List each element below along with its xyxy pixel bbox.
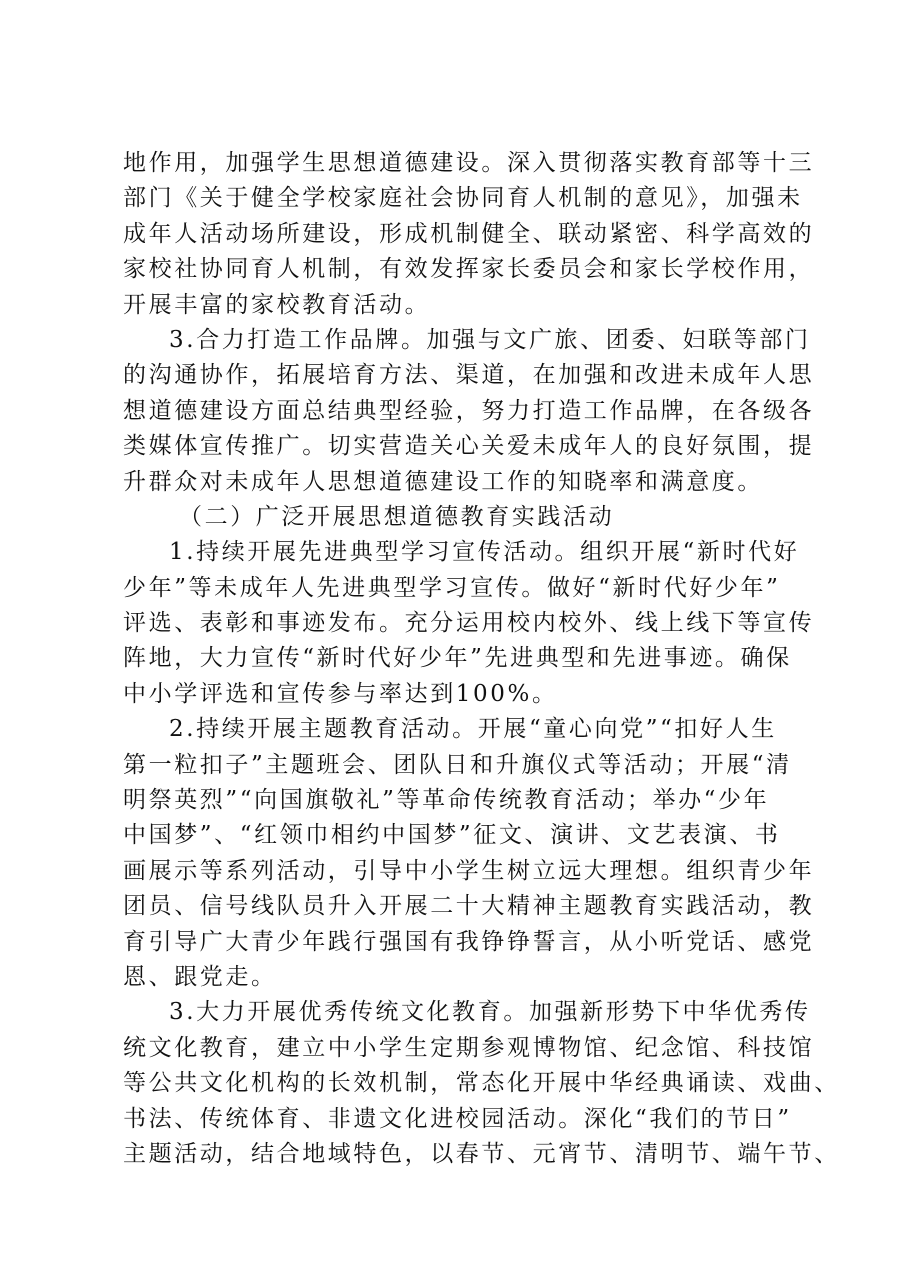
paragraph-line: 地作用，加强学生思想道德建设。深入贯彻落实教育部等十三 [123,150,815,176]
paragraph-line: 3.大力开展优秀传统文化教育。加强新形势下中华优秀传 [169,999,811,1026]
paragraph-line: 育引导广大青少年践行强国有我铮铮誓言，从小听党话、感党 [123,928,815,955]
paragraph-line: 书法、传统体育、非遗文化进校园活动。深化“我们的节日” [123,1105,792,1132]
paragraph-line: 类媒体宣传推广。切实营造关心关爱未成年人的良好氛围，提 [123,433,815,460]
paragraph-line: 等公共文化机构的长效机制，常态化开展中华经典诵读、戏曲、 [123,1070,840,1097]
paragraph-line: 评选、表彰和事迹发布。充分运用校内校外、线上线下等宣传 [123,610,815,637]
paragraph-line: 团员、信号线队员升入开展二十大精神主题教育实践活动，教 [123,893,815,920]
paragraph-line: 成年人活动场所建设，形成机制健全、联动紧密、科学高效的 [123,220,815,247]
paragraph-line: 部门《关于健全学校家庭社会协同育人机制的意见》，加强未 [123,185,803,212]
paragraph-line: 的沟通协作，拓展培育方法、渠道，在加强和改进未成年人思 [123,362,815,389]
section-heading: （二）广泛开展思想道德教育实践活动 [179,503,615,530]
paragraph-line: 1.持续开展先进典型学习宣传活动。组织开展“新时代好 [169,539,800,566]
paragraph-line: 主题活动，结合地域特色，以春节、元宵节、清明节、端午节、 [123,1140,840,1167]
paragraph-line: 恩、跟党走。 [123,963,277,990]
paragraph-line: 明祭英烈”“向国旗敬礼”等革命传统教育活动；举办“少年 [123,787,770,814]
paragraph-line: 阵地，大力宣传“新时代好少年”先进典型和先进事迹。确保 [123,645,792,672]
paragraph-line: 3.合力打造工作品牌。加强与文广旅、团委、妇联等部门 [169,326,811,353]
paragraph-line: 开展丰富的家校教育活动。 [123,291,431,318]
paragraph-line: 家校社协同育人机制，有效发挥家长委员会和家长学校作用， [123,256,815,283]
paragraph-line: 升群众对未成年人思想道德建设工作的知晓率和满意度。 [123,468,763,495]
document-body [123,146,840,1172]
paragraph-line: 画展示等系列活动，引导中小学生树立远大理想。组织青少年 [123,857,815,884]
paragraph-line: 2.持续开展主题教育活动。开展“童心向党”“扣好人生 [169,716,777,743]
paragraph-line: 想道德建设方面总结典型经验，努力打造工作品牌，在各级各 [123,397,815,424]
paragraph-line: 统文化教育，建立中小学生定期参观博物馆、纪念馆、科技馆 [123,1034,815,1061]
paragraph-line: 少年”等未成年人先进典型学习宣传。做好“新时代好少年” [123,574,781,601]
paragraph-line: 中国梦”、“红领巾相约中国梦”征文、演讲、文艺表演、书 [123,822,781,849]
paragraph-line: 第一粒扣子”主题班会、团队日和升旗仪式等活动；开展“清 [123,751,792,778]
paragraph-line: 中小学评选和宣传参与率达到100%。 [123,680,558,707]
